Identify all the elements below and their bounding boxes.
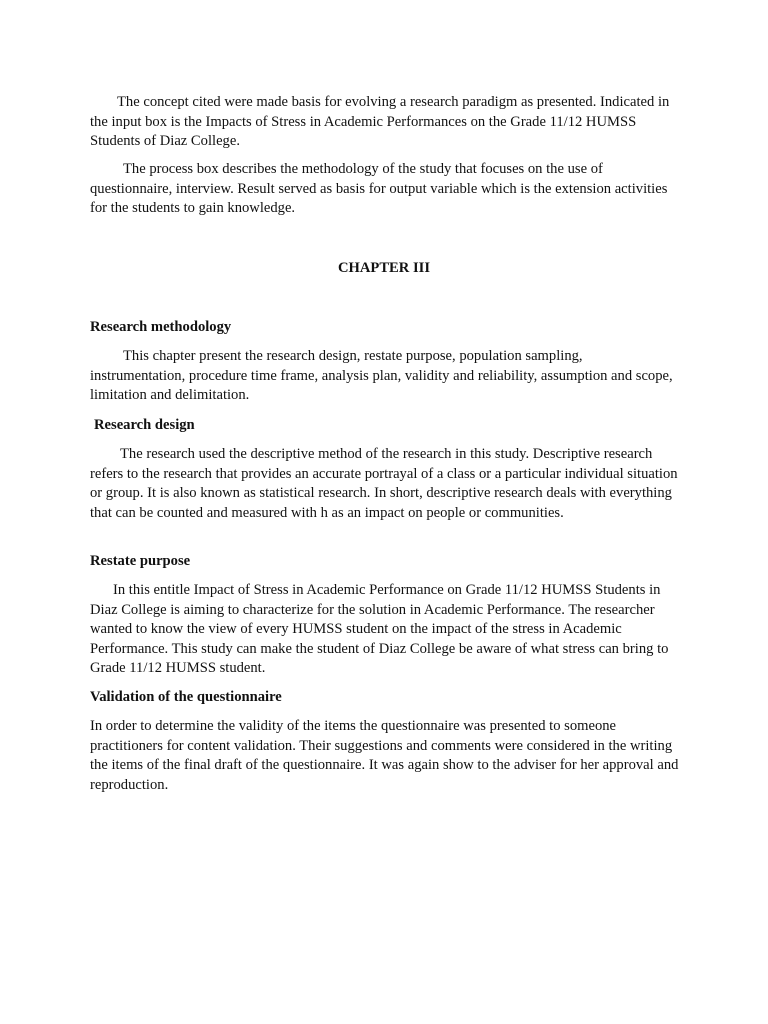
research-methodology-paragraph: This chapter present the research design, restate purpose, population sampling, instrumentation, procedure time frame, analysis plan, validity and reliability, assumption and scope, limitation and delimitation.	[90, 348, 673, 403]
research-design-paragraph: The research used the descriptive method of the research in this study. Descriptive research refers to the research that provides an accurate portrayal of a class or a particular individual situation or group. It is also known as statistical research. In short, descriptive research deals with everything that can be counted and measured with h as an impact on people or communities.	[90, 446, 678, 521]
restate-purpose-heading: Restate purpose	[90, 553, 191, 569]
research-methodology-heading: Research methodology	[90, 319, 232, 335]
chapter-title: CHAPTER III	[337, 260, 431, 276]
research-design-heading: Research design	[94, 417, 195, 433]
intro-paragraph-1: The concept cited were made basis for evolving a research paradigm as presented. Indicated in the input box is the Impacts of Stress in Academic Performances on the Grade 11/12 HUMSS Students of Diaz College.	[90, 94, 670, 149]
validation-paragraph: In order to determine the validity of the items the questionnaire was presented to someone practitioners for content validation. Their suggestions and comments were considered in the writing the items of the final draft of the questionnaire. It was again show to the adviser for her approval and reproduction.	[90, 718, 679, 793]
validation-heading: Validation of the questionnaire	[90, 689, 282, 705]
intro-paragraph-2: The process box describes the methodology of the study that focuses on the use of questionnaire, interview. Result served as basis for output variable which is the extension activities for the students to gain knowledge.	[90, 161, 668, 216]
restate-purpose-paragraph: In this entitle Impact of Stress in Academic Performance on Grade 11/12 HUMSS Students in Diaz College is aiming to characterize for the solution in Academic Performance. The researcher wanted to know the view of every HUMSS student on the impact of the stress in Academic Performance. This study can make the student of Diaz College be aware of what stress can bring to Grade 11/12 HUMSS student.	[90, 582, 669, 676]
